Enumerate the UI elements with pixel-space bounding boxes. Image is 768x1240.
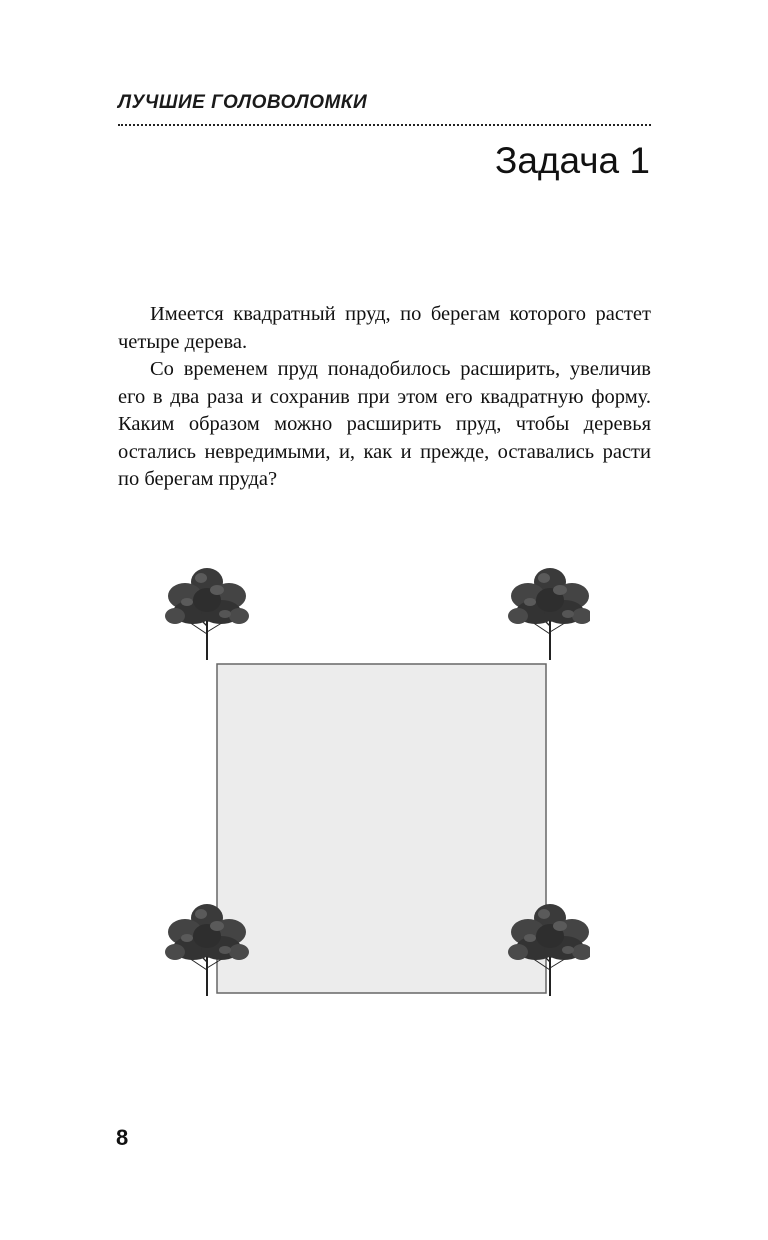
page-number: 8 — [116, 1125, 129, 1150]
tree-top-left-icon — [165, 568, 249, 660]
pond — [217, 664, 546, 993]
tree-top-right-icon — [508, 568, 590, 660]
paragraph-1: Имеется квадратный пруд, по берегам которого растет четыре дерева. — [118, 303, 651, 353]
problem-text — [118, 301, 651, 494]
running-header: ЛУЧШИЕ ГОЛОВОЛОМКИ — [118, 92, 368, 113]
pond-figure — [150, 548, 590, 1008]
problem-title: Задача 1 — [495, 140, 650, 181]
paragraph-2: Со временем пруд понадобилось расширить, увеличив его в два раза и сохранив при этом его квадратную форму. Каким образом можно расширить пруд, чтобы деревья остались невредимыми, и, как и прежде, оставались расти по берегам пруда? — [118, 358, 651, 490]
header-dotted-rule — [118, 124, 651, 126]
